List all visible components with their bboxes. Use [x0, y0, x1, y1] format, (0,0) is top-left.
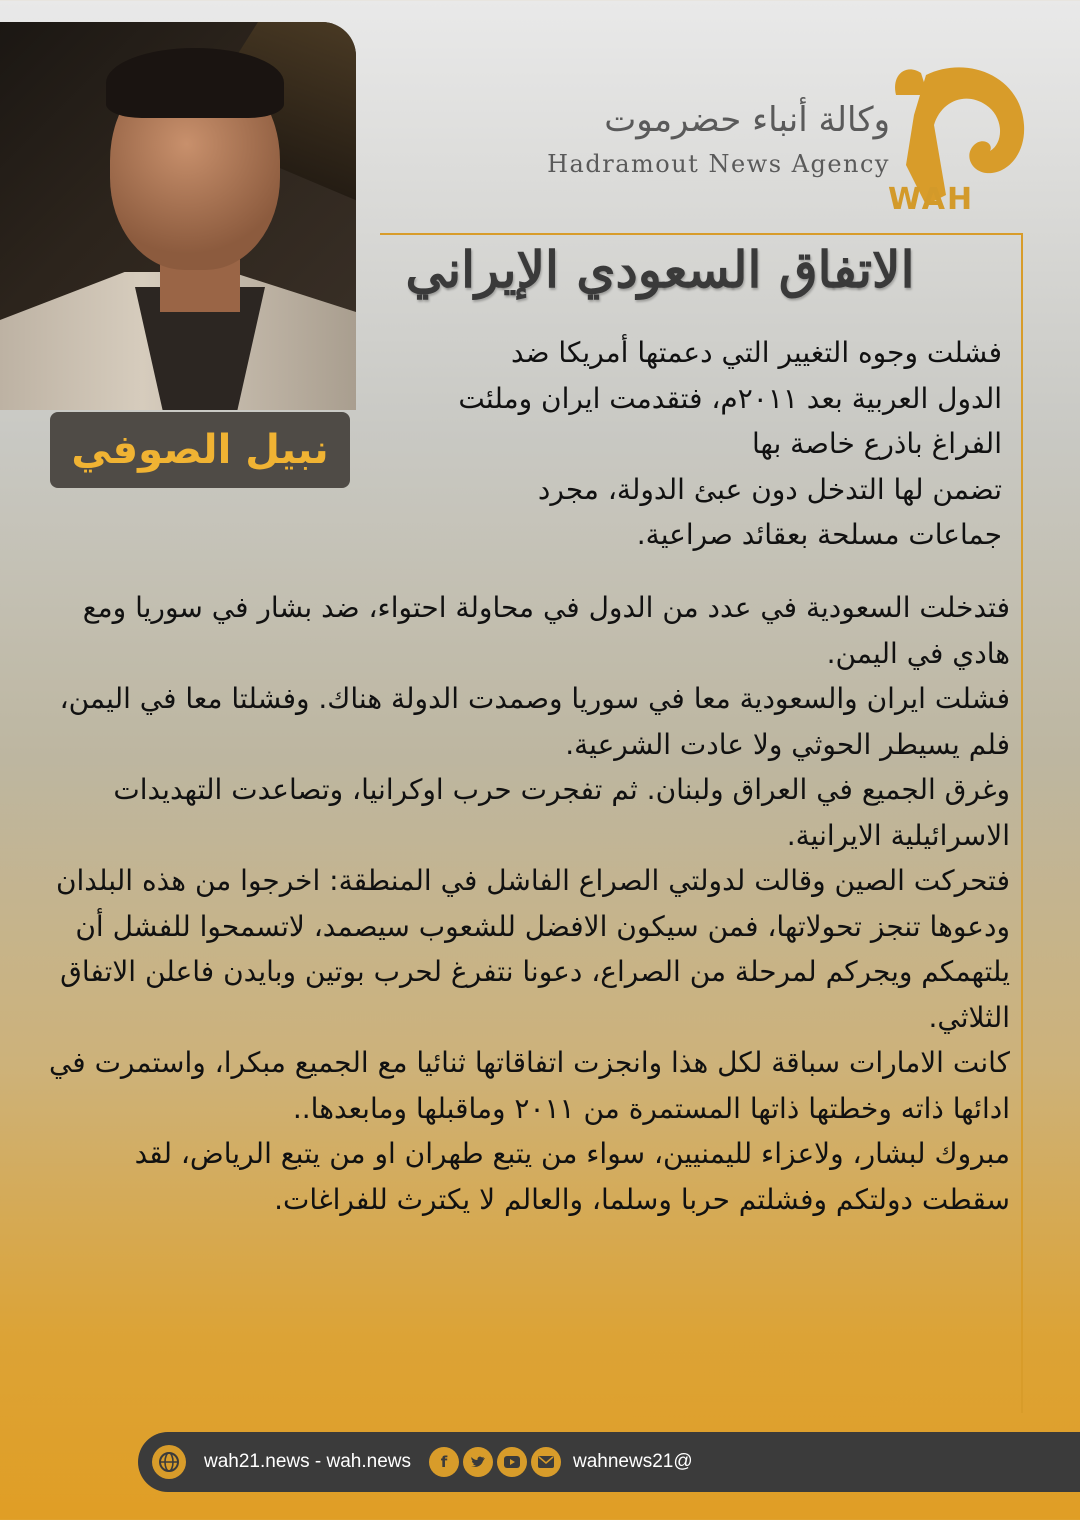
- author-name-plate: [50, 412, 350, 488]
- article-body: [45, 585, 1010, 1222]
- intro-line: الدول العربية بعد ٢٠١١م، فتقدمت ايران وملئت: [458, 381, 1002, 415]
- intro-line: تضمن لها التدخل دون عبئ الدولة، مجرد: [537, 472, 1002, 506]
- intro-line: الفراغ باذرع خاصة بها: [752, 427, 1002, 460]
- footer-bar: [138, 1432, 1080, 1492]
- article-paragraph: كانت الامارات سباقة لكل هذا وانجزت اتفاقاتها ثنائيا مع الجميع مبكرا، واستمرت في ادائها ذاته وخطتها ذاتها المستمرة من ٢٠١١ وماقبلها ومابعدها..: [48, 1046, 1010, 1125]
- article-paragraph: فشلت ايران والسعودية معا في سوريا وصمدت الدولة هناك. وفشلتا معا في اليمن، فلم يسيطر الحوثي ولا عادت الشرعية.: [59, 682, 1010, 761]
- intro-line: فشلت وجوه التغيير التي دعمتها أمريكا ضد: [511, 336, 1002, 369]
- logo-wordmark: WAH: [888, 182, 975, 217]
- social-icons: [429, 1447, 561, 1477]
- article-paragraph: فتحركت الصين وقالت لدولتي الصراع الفاشل في المنطقة: اخرجوا من هذه البلدان ودعوها تنجز تحولاتها، فمن سيكون الافضل للشعوب سيصمد، لاتسمحوا للفشل أن يلتهمكم ويجركم لمرحلة من الصراع، دعونا نتفرغ لحرب بوتين وبايدن فاعلن الاتفاق الثلاثي.: [55, 864, 1010, 1034]
- article-paragraph: فتدخلت السعودية في عدد من الدول في محاولة احتواء، ضد بشار في سوريا ومع هادي في اليمن.: [82, 591, 1010, 670]
- email-icon[interactable]: [531, 1447, 561, 1477]
- frame-line-top: [380, 233, 1023, 235]
- twitter-icon[interactable]: [463, 1447, 493, 1477]
- intro-line: جماعات مسلحة بعقائد صراعية.: [636, 518, 1002, 551]
- article-paragraph: وغرق الجميع في العراق ولبنان. ثم تفجرت حرب اوكرانيا، وتصاعدت التهديدات الاسرائيلية الايرانية.: [113, 773, 1010, 852]
- article-paragraph: مبروك لبشار، ولاعزاء لليمنيين، سواء من يتبع طهران او من يتبع الرياض، لقد سقطت دولتكم وفشلتم حربا وسلما، والعالم لا يكترث للفراغات.: [134, 1137, 1010, 1216]
- agency-name-arabic: وكالة أنباء حضرموت: [604, 100, 890, 140]
- article-title: الاتفاق السعودي الإيراني: [405, 240, 915, 299]
- author-photo: [0, 22, 356, 410]
- globe-icon: [152, 1445, 186, 1479]
- agency-name-english: Hadramout News Agency: [547, 150, 890, 178]
- social-handle[interactable]: wahnews21@: [573, 1451, 693, 1472]
- facebook-icon[interactable]: f: [429, 1447, 459, 1477]
- youtube-icon[interactable]: [497, 1447, 527, 1477]
- frame-line-right: [1021, 233, 1023, 1413]
- article-intro: [370, 330, 1002, 558]
- author-name: نبيل الصوفي: [71, 427, 329, 473]
- website-links[interactable]: wah21.news - wah.news: [204, 1451, 411, 1472]
